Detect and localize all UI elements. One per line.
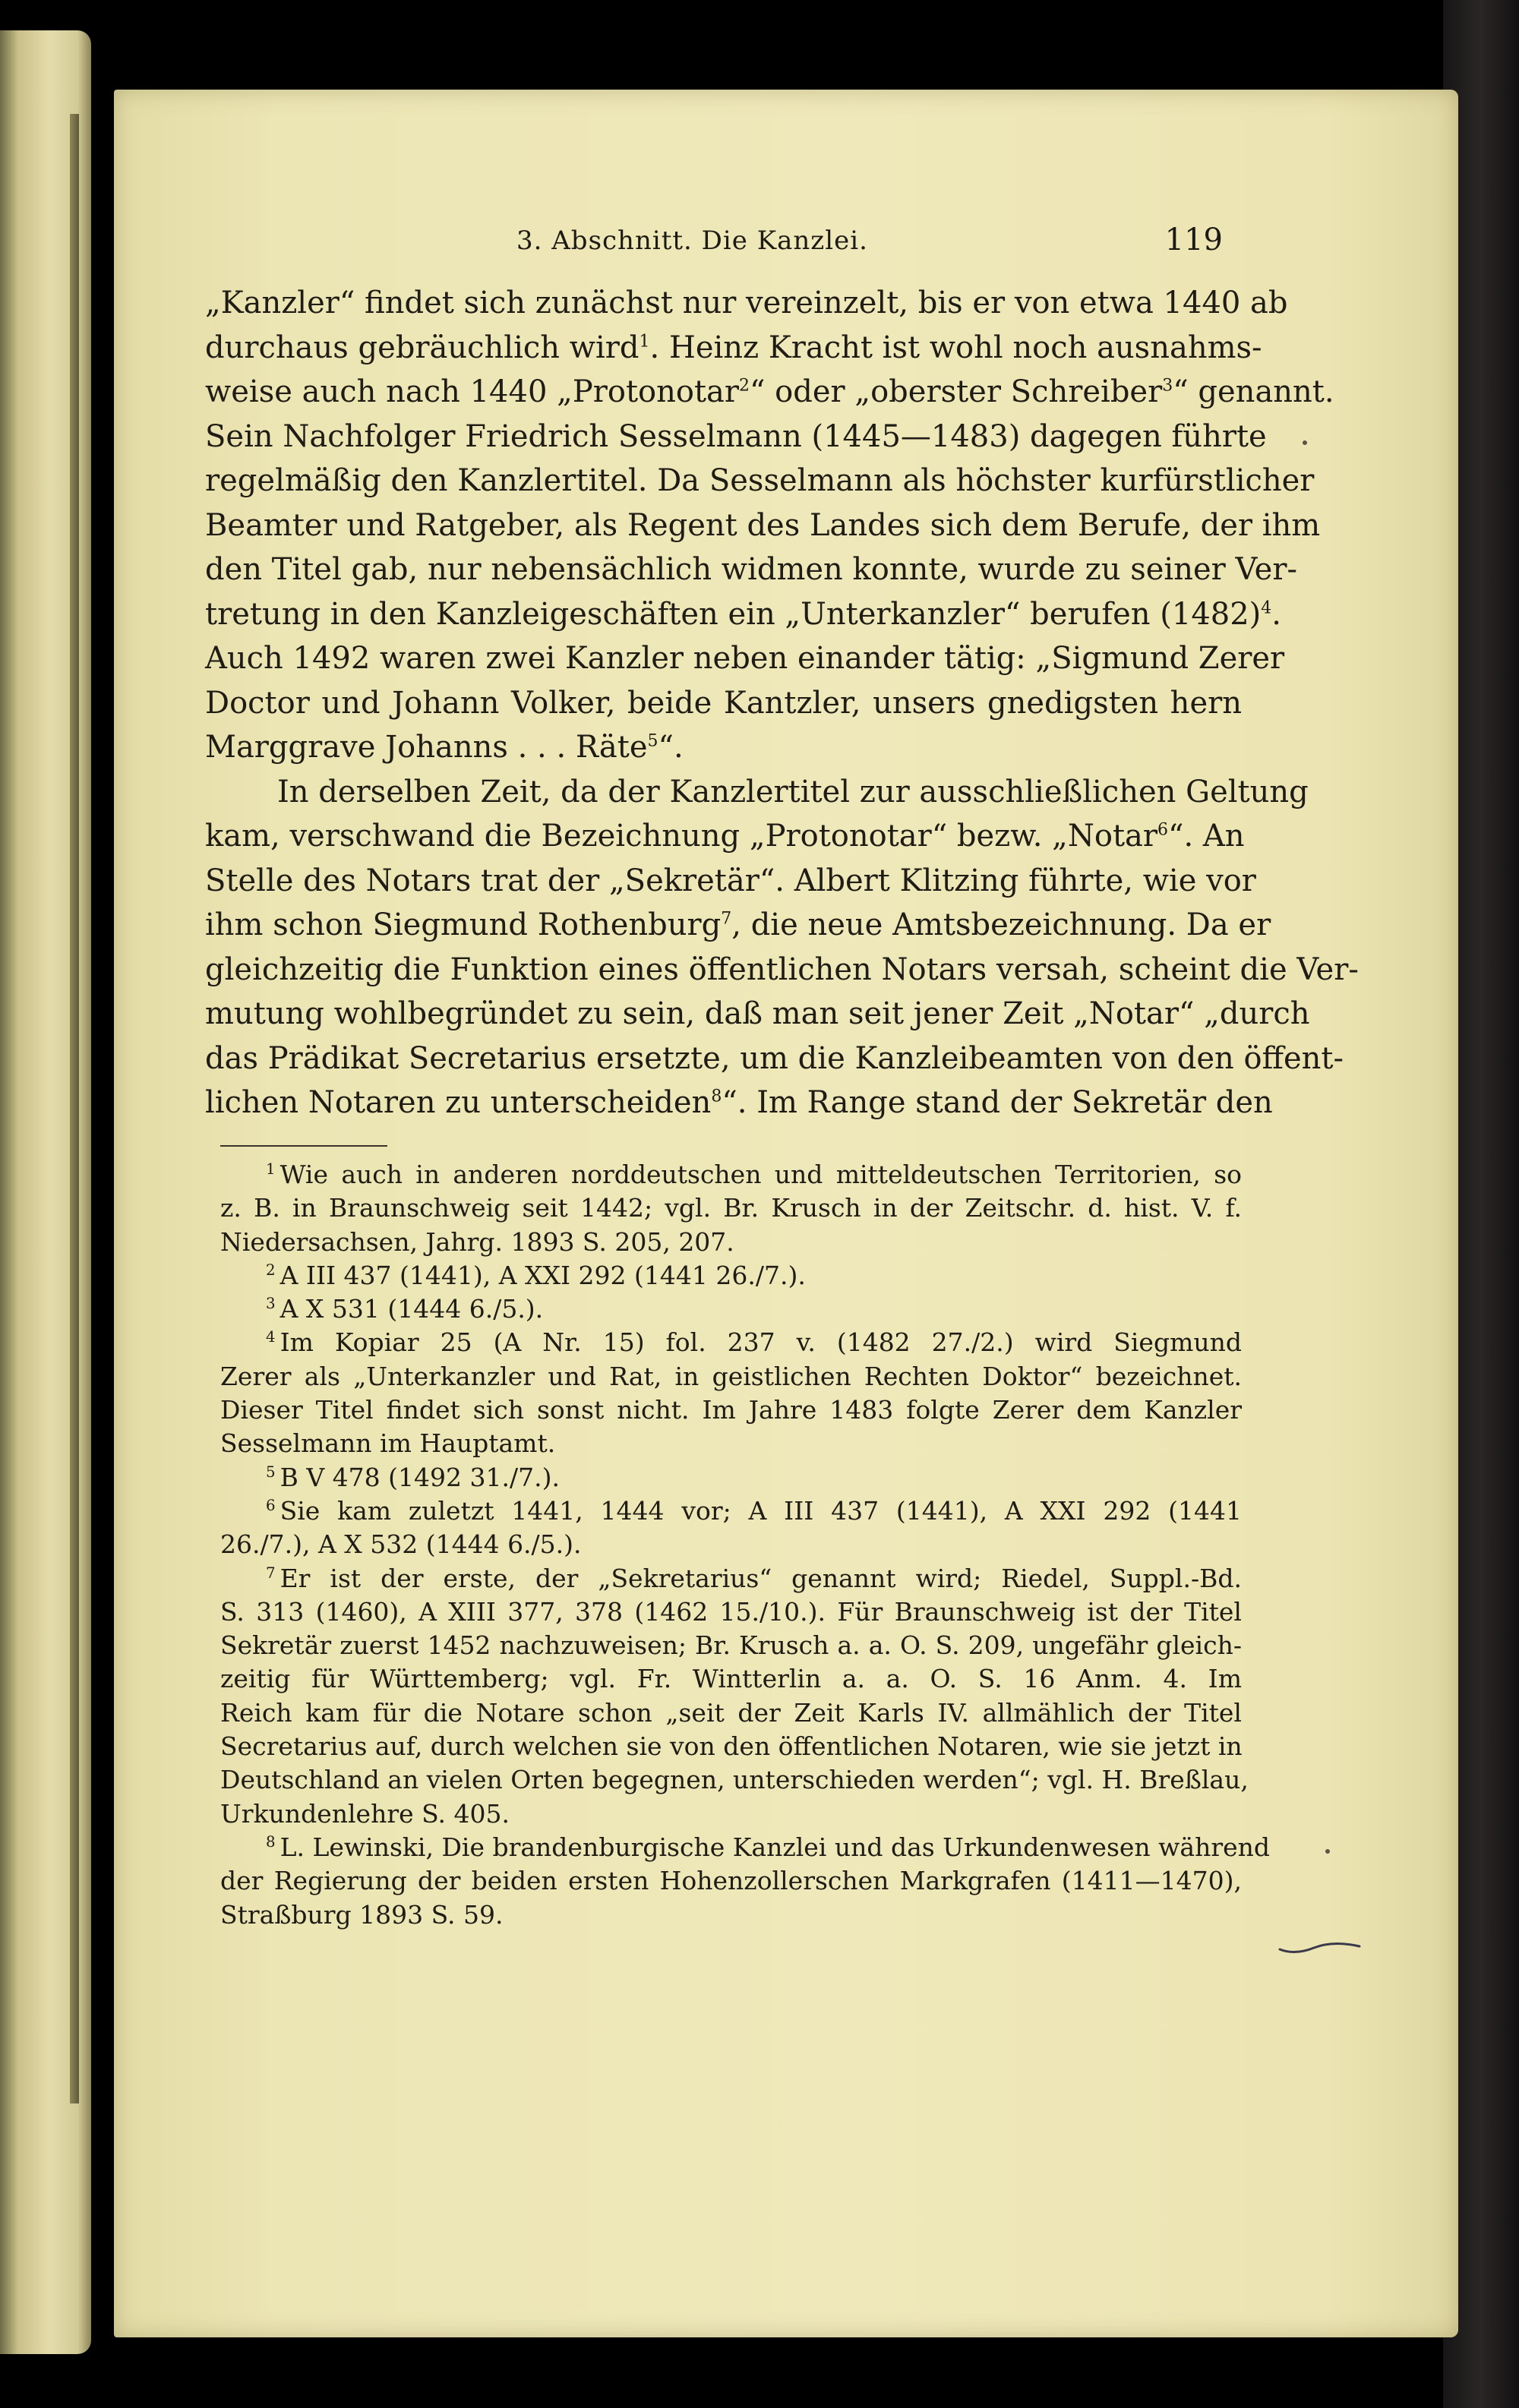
text-line: das Prädikat Secretarius ersetzte, um die Kanzleibeamten von den öffent- xyxy=(205,1040,1344,1076)
footnote-line: der Regierung der beiden ersten Hohenzollerschen Markgrafen (1411—1470), xyxy=(220,1866,1242,1896)
footnote-line: Straßburg 1893 S. 59. xyxy=(220,1899,504,1930)
footnote-line: Reich kam für die Notare schon „seit der Zeit Karls IV. allmählich der Titel xyxy=(220,1697,1242,1728)
text-line: Stelle des Notars trat der „Sekretär“. Albert Klitzing führte, wie vor xyxy=(205,863,1256,898)
paper-speck xyxy=(1325,1849,1330,1854)
main-text xyxy=(205,281,1359,1125)
footnote-3: $^3$ A X 531 (1444 6./5.). xyxy=(266,1294,544,1324)
footnote-line: Niedersachsen, Jahrg. 1893 S. 205, 207. xyxy=(220,1226,734,1257)
footnote-divider xyxy=(220,1145,387,1147)
footnote-line: S. 313 (1460), A XIII 377, 378 (1462 15./10.). Für Braunschweig ist der Titel xyxy=(220,1596,1242,1627)
footnote-6: $^6$ Sie kam zuletzt 1441, 1444 vor; A III 437 (1441), A XXI 292 (1441 xyxy=(266,1495,1242,1526)
text-line: den Titel gab, nur nebensächlich widmen konnte, wurde zu seiner Ver- xyxy=(205,552,1297,587)
text-line: Beamter und Ratgeber, als Regent des Landes sich dem Berufe, der ihm xyxy=(205,507,1321,543)
footnotes xyxy=(220,1158,1271,1932)
text-line: ihm schon Siegmund Rothenburg$^7$, die neue Amtsbezeichnung. Da er xyxy=(205,907,1271,942)
footnote-line: Zerer als „Unterkanzler und Rat, in geistlichen Rechten Doktor“ bezeichnet. xyxy=(220,1361,1242,1391)
footnote-line: Dieser Titel findet sich sonst nicht. Im Jahre 1483 folgte Zerer dem Kanzler xyxy=(220,1395,1242,1425)
pencil-mark xyxy=(1272,1940,1363,1955)
footnote-1: $^1$ Wie auch in anderen norddeutschen und mitteldeutschen Territorien, so xyxy=(266,1160,1242,1189)
text-line: kam, verschwand die Bezeichnung „Protonotar“ bezw. „Notar$^6$“. An xyxy=(205,819,1245,854)
text-line: mutung wohlbegründet zu sein, daß man seit jener Zeit „Notar“ „durch xyxy=(205,996,1310,1031)
text-line: In derselben Zeit, da der Kanzlertitel zur ausschließlichen Geltung xyxy=(277,774,1309,810)
footnote-7: $^7$ Er ist der erste, der „Sekretarius“ genannt wird; Riedel, Suppl.-Bd. xyxy=(266,1563,1242,1593)
footnote-line: Urkundenlehre S. 405. xyxy=(220,1798,510,1829)
footnote-2: $^2$ A III 437 (1441), A XXI 292 (1441 26./7.). xyxy=(266,1260,806,1290)
text-line: lichen Notaren zu unterscheiden$^8$“. Im Range stand der Sekretär den xyxy=(205,1085,1273,1120)
footnote-5: $^5$ B V 478 (1492 31./7.). xyxy=(266,1462,560,1492)
text-line: Doctor und Johann Volker, beide Kantzler, unsers gnedigsten hern xyxy=(205,685,1242,721)
page-number: 119 xyxy=(1164,222,1223,257)
text-line: regelmäßig den Kanzlertitel. Da Sesselmann als höchster kurfürstlicher xyxy=(205,463,1315,498)
text-line: durchaus gebräuchlich wird$^1$. Heinz Kracht ist wohl noch ausnahms- xyxy=(205,330,1262,365)
footnote-line: z. B. in Braunschweig seit 1442; vgl. Br. Krusch in der Zeitschr. d. hist. V. f. xyxy=(220,1193,1242,1223)
text-line: Sein Nachfolger Friedrich Sesselmann (1445—1483) dagegen führte xyxy=(205,418,1267,454)
text-line: „Kanzler“ findet sich zunächst nur vereinzelt, bis er von etwa 1440 ab xyxy=(205,286,1288,320)
footnote-line: Sekretär zuerst 1452 nachzuweisen; Br. Krusch a. a. O. S. 209, ungefähr gleich- xyxy=(220,1630,1242,1661)
footnote-line: zeitig für Württemberg; vgl. Fr. Wintterlin a. a. O. S. 16 Anm. 4. Im xyxy=(220,1664,1242,1694)
text-line: Marggrave Johanns . . . Räte$^5$“. xyxy=(205,730,684,765)
book-gutter xyxy=(70,114,79,2103)
footnote-4: $^4$ Im Kopiar 25 (A Nr. 15) fol. 237 v. (1482 27./2.) wird Siegmund xyxy=(266,1327,1242,1358)
text-line: weise auch nach 1440 „Protonotar$^2$“ oder „oberster Schreiber$^3$“ genannt. xyxy=(205,374,1334,409)
footnote-line: 26./7.), A X 532 (1444 6./5.). xyxy=(220,1529,582,1560)
text-line: gleichzeitig die Funktion eines öffentlichen Notars versah, scheint die Ver- xyxy=(205,952,1359,987)
running-title: 3. Abschnitt. Die Kanzlei. xyxy=(516,226,868,256)
text-line: Auch 1492 waren zwei Kanzler neben einander tätig: „Sigmund Zerer xyxy=(205,641,1285,676)
footnote-8: $^8$ L. Lewinski, Die brandenburgische Kanzlei und das Urkundenwesen während xyxy=(266,1832,1271,1862)
footnote-line: Sesselmann im Hauptamt. xyxy=(220,1428,556,1459)
footnote-line: Deutschland an vielen Orten begegnen, unterschieden werden“; vgl. H. Breßlau, xyxy=(220,1765,1249,1795)
text-line: tretung in den Kanzleigeschäften ein „Unterkanzler“ berufen $(1482)^4$ xyxy=(205,596,1272,632)
paper-speck xyxy=(1303,440,1307,445)
footnote-line: Secretarius auf, durch welchen sie von den öffentlichen Notaren, wie sie jetzt in xyxy=(220,1731,1243,1762)
page-header xyxy=(516,222,1223,264)
